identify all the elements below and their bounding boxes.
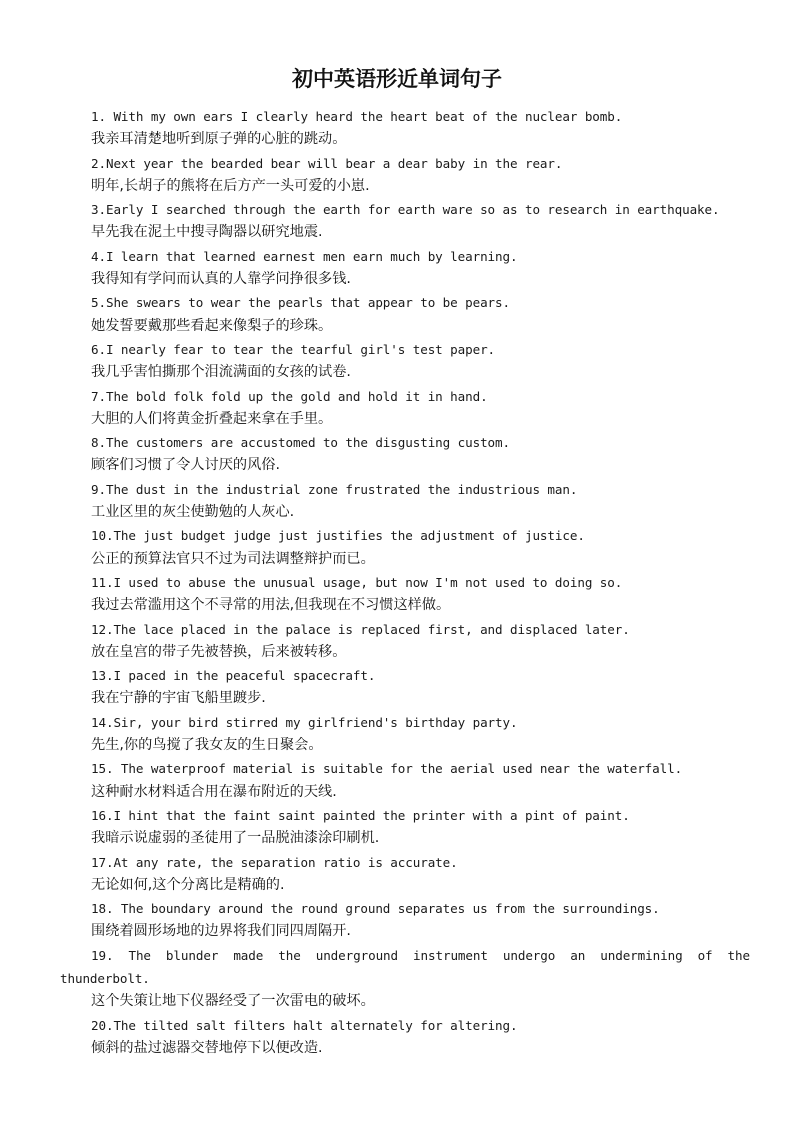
chinese-translation: 大胆的人们将黄金折叠起来拿在手里。 xyxy=(91,410,333,427)
english-sentence: 20.The tilted salt filters halt alternately for altering. xyxy=(91,1017,518,1033)
sentence-item xyxy=(60,711,750,758)
chinese-translation: 倾斜的盐过滤器交替地停下以便改造. xyxy=(91,1039,323,1056)
english-sentence: 18. The boundary around the round ground separates us from the surroundings. xyxy=(91,901,660,917)
chinese-translation: 无论如何,这个分离比是精确的. xyxy=(91,876,285,893)
sentence-item xyxy=(60,105,750,152)
sentence-item xyxy=(60,291,750,338)
chinese-translation: 顾客们习惯了令人讨厌的风俗. xyxy=(91,457,280,474)
chinese-translation: 公正的预算法官只不过为司法调整辩护而已。 xyxy=(91,550,375,567)
chinese-translation: 我暗示说虚弱的圣徒用了一品脱油漆涂印刷机. xyxy=(91,830,380,847)
chinese-translation: 放在皇宫的带子先被替换，后来被转移。 xyxy=(91,643,347,660)
english-sentence: 17.At any rate, the separation ratio is accurate. xyxy=(91,854,458,870)
chinese-translation: 围绕着圆形场地的边界将我们同四周隔开. xyxy=(91,923,351,940)
sentence-item xyxy=(60,897,750,944)
english-sentence: 8.The customers are accustomed to the disgusting custom. xyxy=(91,435,510,451)
sentence-item xyxy=(60,478,750,525)
english-sentence: 12.The lace placed in the palace is replaced first, and displaced later. xyxy=(91,621,630,637)
sentence-item xyxy=(60,944,758,1014)
sentence-item xyxy=(60,571,750,618)
chinese-translation: 先生,你的鸟搅了我女友的生日聚会。 xyxy=(91,737,323,754)
chinese-translation: 她发誓要戴那些看起来像梨子的珍珠。 xyxy=(91,317,333,334)
english-sentence: 16.I hint that the faint saint painted the printer with a pint of paint. xyxy=(91,807,630,823)
chinese-translation: 我几乎害怕撕那个泪流满面的女孩的试卷. xyxy=(91,364,351,381)
english-sentence: 9.The dust in the industrial zone frustrated the industrious man. xyxy=(91,481,578,497)
english-sentence: 10.The just budget judge just justifies the adjustment of justice. xyxy=(91,528,585,544)
sentence-list xyxy=(60,105,758,1060)
english-sentence: 15. The waterproof material is suitable for the aerial used near the waterfall. xyxy=(91,761,683,777)
english-sentence: 3.Early I searched through the earth for earth ware so as to research in earthquake. xyxy=(91,202,720,218)
sentence-item xyxy=(60,524,750,571)
sentence-item xyxy=(60,804,750,851)
english-sentence: 2.Next year the bearded bear will bear a dear baby in the rear. xyxy=(91,155,563,171)
english-sentence: 1. With my own ears I clearly heard the heart beat of the nuclear bomb. xyxy=(91,109,623,124)
sentence-item xyxy=(60,1014,750,1061)
sentence-item xyxy=(60,618,750,665)
page-title: 初中英语形近单词句子 xyxy=(292,67,502,91)
sentence-item xyxy=(60,385,750,432)
sentence-item xyxy=(60,851,750,898)
sentence-item xyxy=(60,198,750,245)
chinese-translation: 明年,长胡子的熊将在后方产一头可爱的小崽. xyxy=(91,177,370,194)
sentence-item xyxy=(60,431,750,478)
chinese-translation: 工业区里的灰尘使勤勉的人灰心. xyxy=(91,504,295,521)
chinese-translation: 我过去常滥用这个不寻常的用法,但我现在不习惯这样做。 xyxy=(91,597,451,614)
chinese-translation: 这个失策让地下仪器经受了一次雷电的破坏。 xyxy=(91,993,375,1010)
english-sentence: 13.I paced in the peaceful spacecraft. xyxy=(91,668,376,684)
english-sentence: 14.Sir, your bird stirred my girlfriend's birthday party. xyxy=(91,714,518,730)
chinese-translation: 我亲耳清楚地听到原子弹的心脏的跳动。 xyxy=(91,131,347,148)
english-sentence: 4.I learn that learned earnest men earn much by learning. xyxy=(91,248,518,264)
english-sentence: 19. The blunder made the underground instrument undergo an undermining of the thunderbolt. xyxy=(60,947,758,986)
chinese-translation: 我得知有学问而认真的人靠学问挣很多钱. xyxy=(91,271,351,288)
chinese-translation: 这种耐水材料适合用在瀑布附近的天线. xyxy=(91,783,337,800)
sentence-item xyxy=(60,757,750,804)
english-sentence: 7.The bold folk fold up the gold and hold it in hand. xyxy=(91,388,488,404)
chinese-translation: 早先我在泥土中搜寻陶器以研究地震. xyxy=(91,224,323,241)
sentence-item xyxy=(60,245,750,292)
sentence-item xyxy=(60,152,750,199)
english-sentence: 6.I nearly fear to tear the tearful girl's test paper. xyxy=(91,341,496,357)
english-sentence: 5.She swears to wear the pearls that appear to be pears. xyxy=(91,295,510,311)
english-sentence: 11.I used to abuse the unusual usage, but now I'm not used to doing so. xyxy=(91,574,623,590)
chinese-translation: 我在宁静的宇宙飞船里踱步. xyxy=(91,690,266,707)
sentence-item xyxy=(60,664,750,711)
sentence-item xyxy=(60,338,750,385)
